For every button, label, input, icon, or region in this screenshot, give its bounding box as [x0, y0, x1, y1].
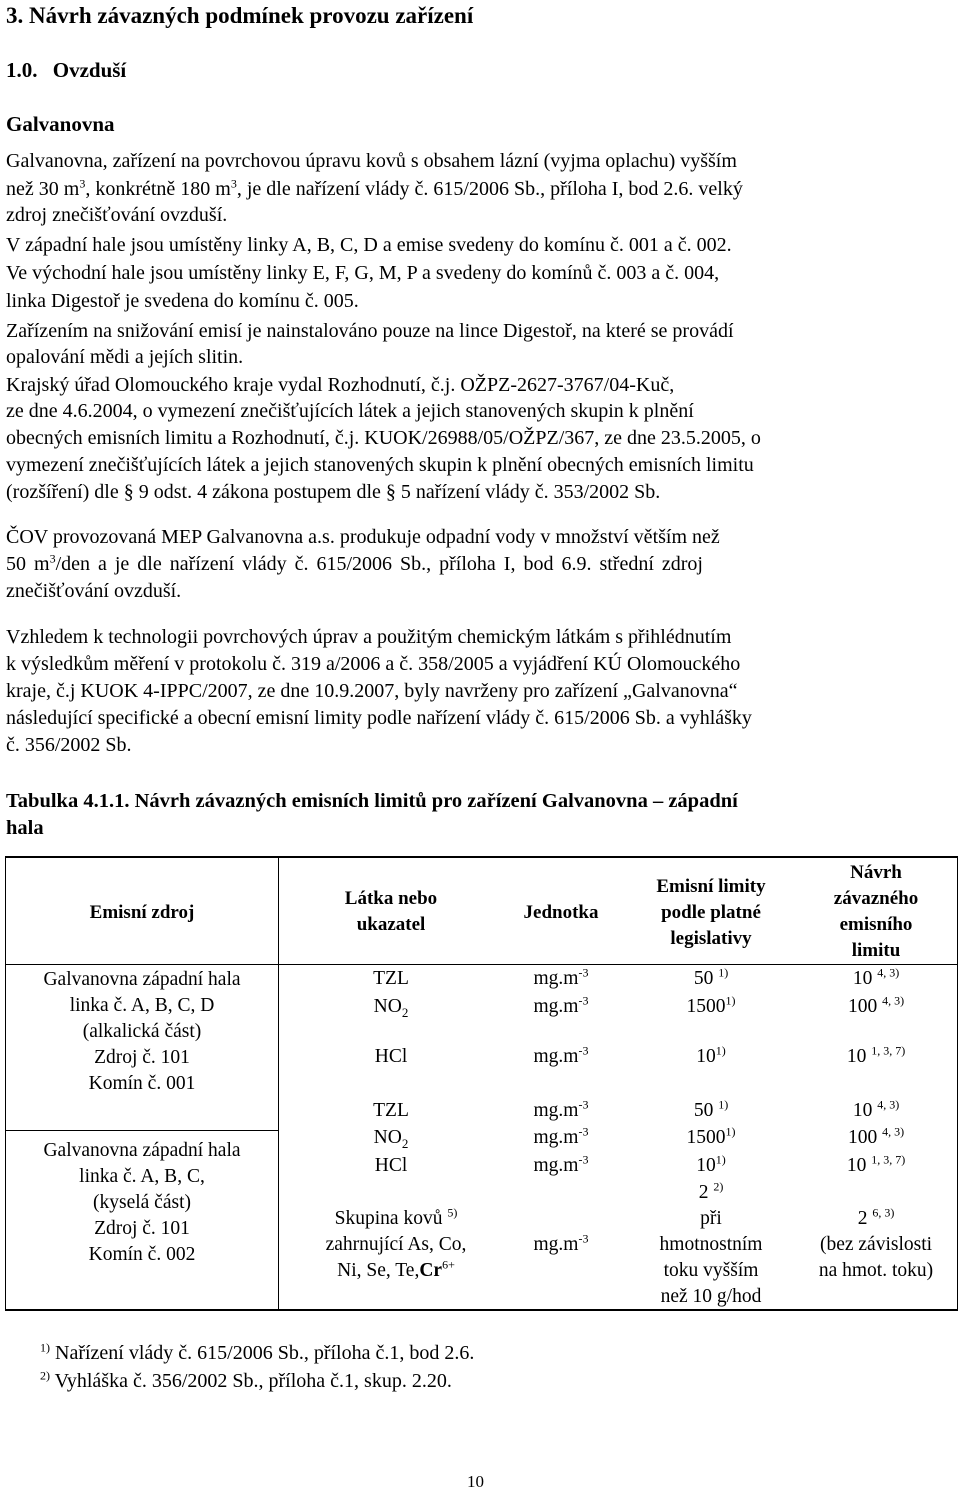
source-group-2: Galvanovna západní hala linka č. A, B, C, (kyselá část) Zdroj č. 101 Komín č. 002	[43, 1140, 241, 1265]
table-caption-line1: Tabulka 4.1.1. Návrh závazných emisních limitů pro zařízení Galvanovna – západní	[6, 790, 738, 812]
para1-line3: zdroj znečišťování ovzduší.	[6, 204, 228, 226]
th-limit: Emisní limity podle platné legislativy	[656, 876, 766, 949]
para1-line9: Krajský úřad Olomouckého kraje vydal Rozhodnutí, č.j. OŽPZ-2627-3767/04-Kuč,	[6, 374, 675, 396]
emission-limits-table	[5, 856, 958, 1311]
para1-line7: Zařízením na snižování emisí je nainstalováno pouze na lince Digestoř, na které se provádí	[6, 320, 734, 342]
para1-line11: obecných emisních limitu a Rozhodnutí, č.j. KUOK/26988/05/OŽPZ/367, ze dne 23.5.2005, o	[6, 427, 761, 449]
row2-unit: $mg.m^{-3}$	[533, 993, 589, 1017]
row4-limit: 50 $^{1)}$	[693, 1097, 729, 1121]
table-header-divider	[6, 964, 957, 965]
para1-line8: opalování mědi a jejích slitin.	[6, 346, 244, 368]
row6-limit: 10$^{1)}$	[696, 1152, 726, 1176]
row6-unit: $mg.m^{-3}$	[533, 1152, 589, 1176]
metals-substance: Skupina kovů $^{5)}$ zahrnující As, Co, Ni, Se, $Te,Cr^{6+}$	[325, 1205, 467, 1281]
main-heading: 3. Návrh závazných podmínek provozu zařízení	[6, 3, 474, 28]
para3-line1: Vzhledem k technologii povrchových úprav a použitým chemickým látkám s přihlédnutím	[6, 626, 732, 648]
para3-line4: následující specifické a obecní emisní limity podle nařízení vlády č. 615/2006 Sb. a vyhlášky	[6, 707, 752, 729]
para3-line2: k výsledkům měření v protokolu č. 319 a/2006 a č. 358/2005 a vyjádření KÚ Olomouckého	[6, 653, 741, 675]
para1-line2: než 30 $m^3$, konkrétně 180 $m^3$, je dle nařízení vlády č. 615/2006 Sb., příloha I, bod 2.6. velký	[6, 176, 743, 200]
page-number: 10	[467, 1472, 484, 1491]
para1-line6: linka Digestoř je svedena do komínu č. 005.	[6, 290, 359, 312]
th-unit: Jednotka	[523, 902, 599, 923]
subsection-heading: 1.0. Ovzduší	[6, 58, 127, 82]
metals-unit: $mg.m^{-3}$	[533, 1231, 589, 1255]
para1-line13: (rozšíření) dle § 9 odst. 4 zákona postupem dle § 5 nařízení vlády č. 353/2002 Sb.	[6, 481, 661, 503]
row1-limit: 50 $^{1)}$	[693, 965, 729, 989]
para2-line1: ČOV provozovaná MEP Galvanovna a.s. produkuje odpadní vody v množství větším než	[6, 526, 720, 548]
source-group-1: Galvanovna západní hala linka č. A, B, C, D (alkalická část) Zdroj č. 101 Komín č. 001	[43, 969, 241, 1094]
para1-line12: vymezení znečišťujících látek a jejich stanovených skupin k plnění obecných emisních limitu	[6, 454, 754, 476]
row3-proposal: 10 $^{1, 3, 7)}$	[846, 1043, 906, 1067]
row5-proposal: 100 $^{4, 3)}$	[847, 1124, 905, 1148]
row6-proposal: 10 $^{1, 3, 7)}$	[846, 1152, 906, 1176]
row4-proposal: 10 $^{4, 3)}$	[852, 1097, 900, 1121]
row6-substance: HCl	[374, 1155, 408, 1176]
para1-line10: ze dne 4.6.2004, o vymezení znečišťujících látek a jejich stanovených skupin k plnění	[6, 400, 694, 422]
footnote-2: $^{2)}$ Vyhláška č. 356/2002 Sb., příloha č.1, skup. 2.20.	[40, 1368, 452, 1392]
th-source: Emisní zdroj	[89, 902, 195, 923]
para1-line5: Ve východní hale jsou umístěny linky E, F, G, M, P a svedeny do komínů č. 003 a č. 004,	[6, 262, 720, 284]
row2-limit: 1500$^{1)}$	[686, 993, 736, 1017]
table-group-divider	[6, 1130, 278, 1131]
para2-line3: znečišťování ovzduší.	[6, 580, 182, 602]
row1-unit: $mg.m^{-3}$	[533, 965, 589, 989]
table-caption-line2: hala	[6, 817, 44, 839]
row1-proposal: 10 $^{4, 3)}$	[852, 965, 900, 989]
para2-line2: 50 $m^3$/den a je dle nařízení vlády č. 615/2006 Sb., příloha I, bod 6.9. střední zdroj	[6, 551, 703, 575]
row2-substance: $NO_2$	[373, 996, 409, 1020]
row3-unit: $mg.m^{-3}$	[533, 1043, 589, 1067]
para1-line1: Galvanovna, zařízení na povrchovou úpravu kovů s obsahem lázní (vyjma oplachu) vyšším	[6, 150, 737, 172]
row2-proposal: 100 $^{4, 3)}$	[847, 993, 905, 1017]
para1-line4: V západní hale jsou umístěny linky A, B, C, D a emise svedeny do komínu č. 001 a č. 002.	[6, 234, 732, 256]
metals-proposal: 2 $^{6, 3)}$ (bez závislosti na hmot. toku)	[818, 1205, 934, 1281]
para3-line3: kraje, č.j KUOK 4-IPPC/2007, ze dne 10.9.2007, byly navrženy pro zařízení „Galvanovna“	[6, 680, 738, 702]
para3-line5: č. 356/2002 Sb.	[6, 734, 132, 756]
row5-unit: $mg.m^{-3}$	[533, 1124, 589, 1148]
row4-unit: $mg.m^{-3}$	[533, 1097, 589, 1121]
section-title: Galvanovna	[6, 112, 115, 136]
row5-limit: 1500$^{1)}$	[686, 1124, 736, 1148]
footnote-1: $^{1)}$ Nařízení vlády č. 615/2006 Sb., příloha č.1, bod 2.6.	[40, 1340, 475, 1364]
metals-limit: 2 $^{2)}$ při hmotnostním toku vyšším než 10 g/hod	[659, 1179, 763, 1307]
row1-substance: TZL	[373, 968, 409, 989]
row4-substance: TZL	[373, 1100, 409, 1121]
th-substance: Látka nebo ukazatel	[344, 888, 438, 935]
row5-substance: $NO_2$	[373, 1127, 409, 1151]
row3-substance: HCl	[374, 1046, 408, 1067]
table-col-divider	[278, 858, 279, 1309]
row3-limit: 10$^{1)}$	[696, 1043, 726, 1067]
th-proposal: Návrh závazného emisního limitu	[833, 862, 919, 961]
